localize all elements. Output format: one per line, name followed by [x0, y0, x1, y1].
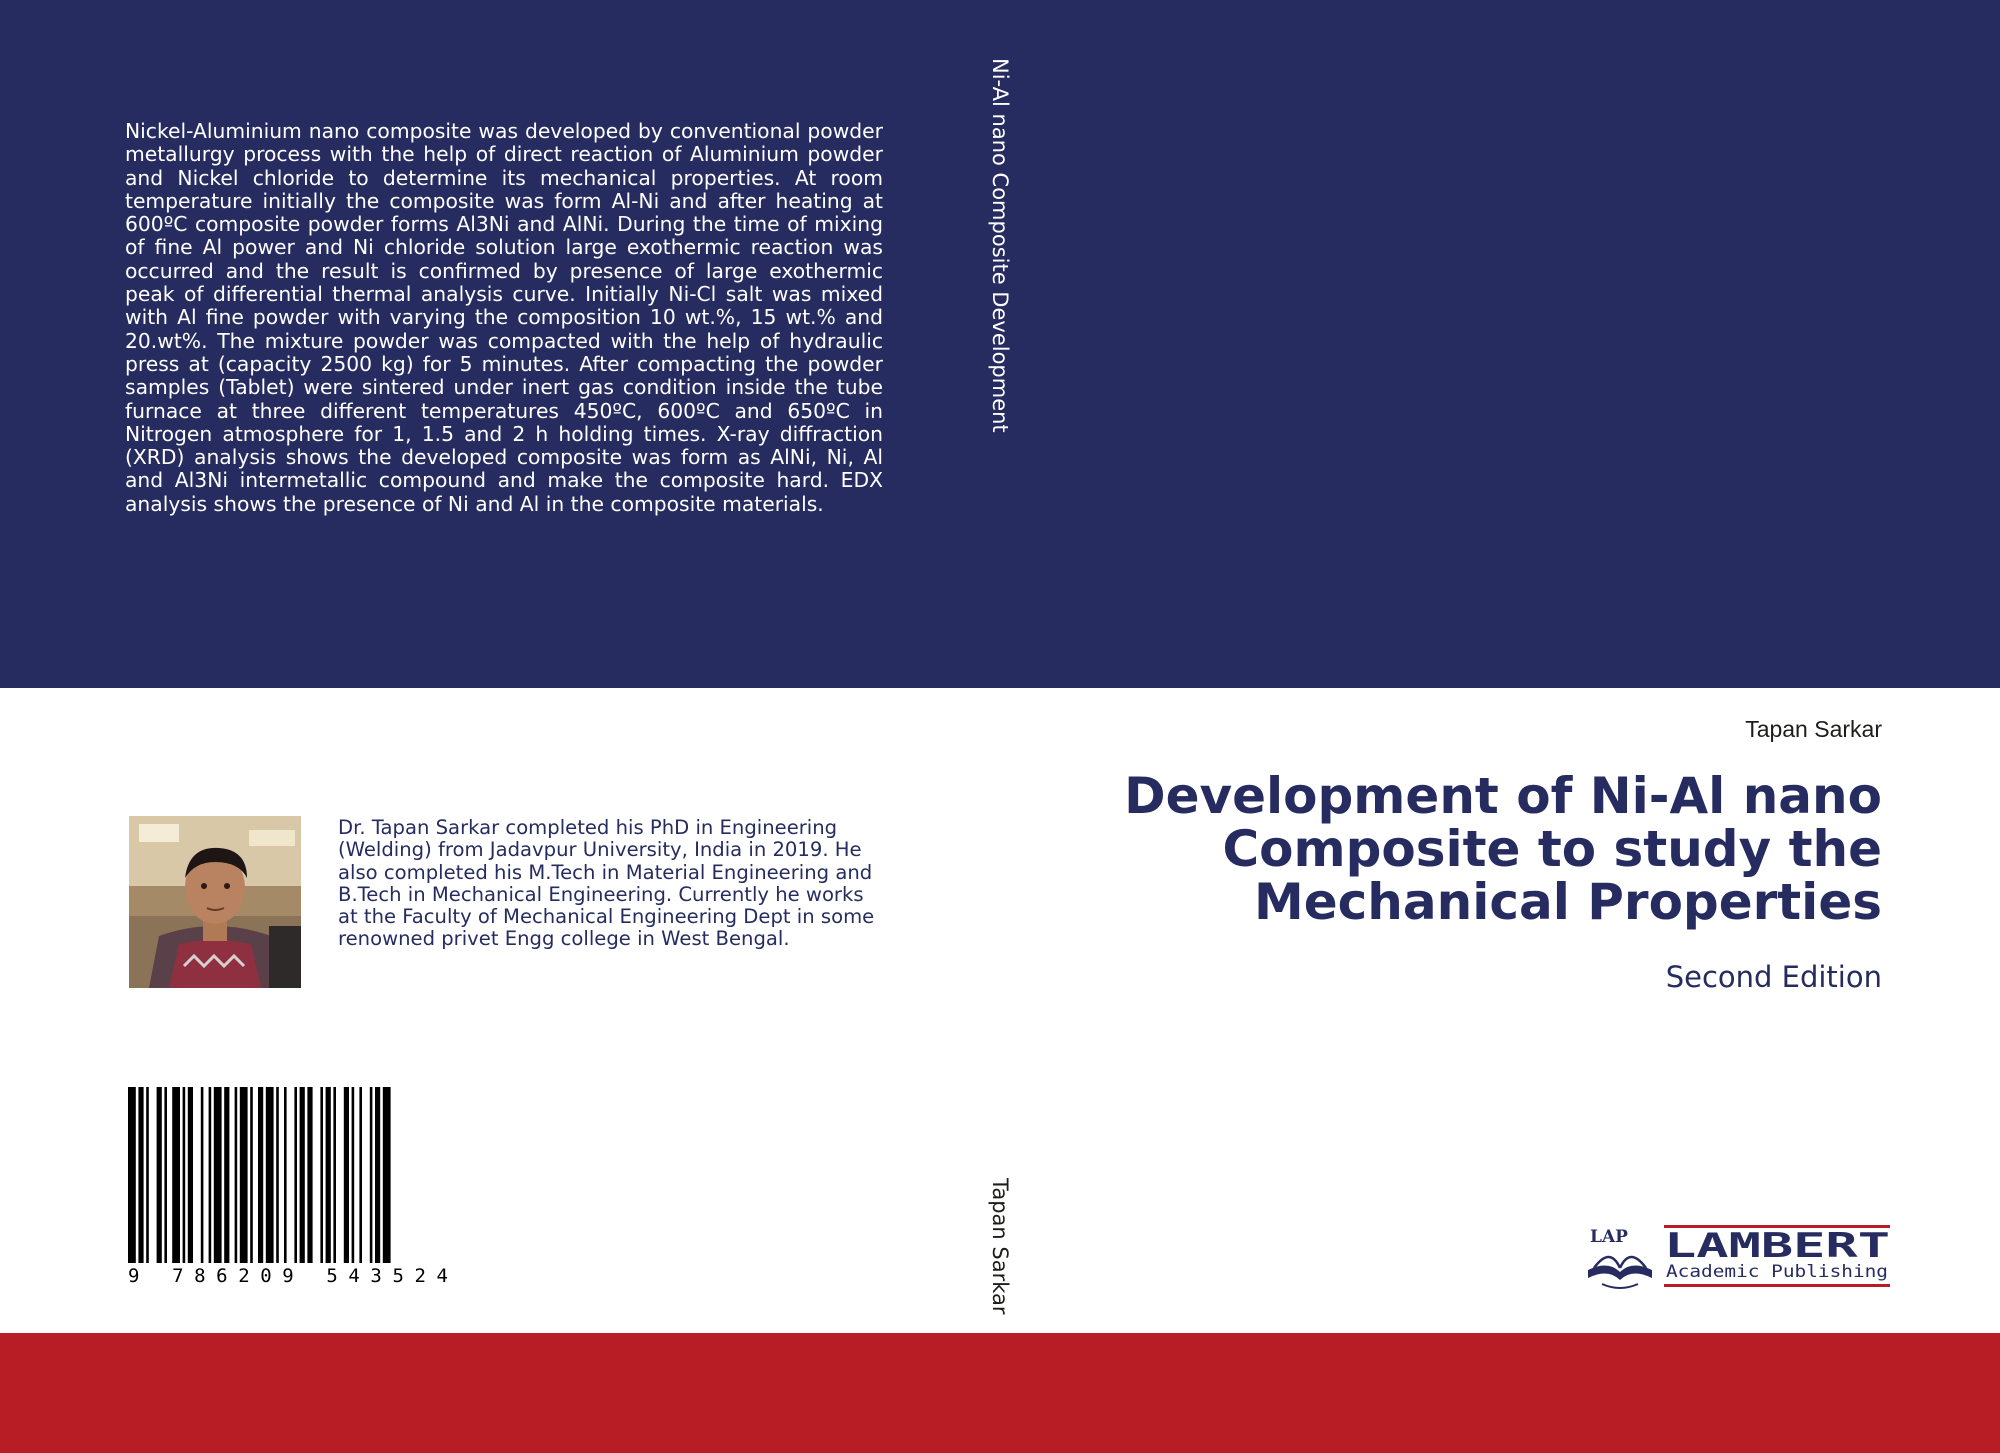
barcode-bar — [294, 1087, 297, 1263]
barcode-bar — [258, 1087, 263, 1263]
barcode-bar — [188, 1087, 193, 1263]
red-footer-band — [0, 1333, 2000, 1453]
edition-label: Second Edition — [1665, 960, 1882, 994]
book-title: Development of Ni-Al nano Composite to study the Mechanical Properties — [1124, 767, 1882, 931]
isbn-barcode — [128, 1087, 456, 1287]
barcode-bar — [138, 1087, 143, 1263]
barcode-bar — [326, 1087, 331, 1263]
barcode-bar — [284, 1087, 287, 1263]
publisher-name: LAMBERT — [1664, 1226, 1890, 1266]
lap-logo-mark: LAP — [1590, 1227, 1628, 1247]
barcode-bar — [276, 1087, 279, 1263]
barcode-bar — [266, 1087, 274, 1263]
barcode-bar — [240, 1087, 248, 1263]
barcode-bar — [157, 1087, 162, 1263]
barcode-bar — [146, 1087, 149, 1263]
front-author: Tapan Sarkar — [1745, 716, 1882, 742]
barcode-bar — [128, 1087, 136, 1263]
barcode-bar — [320, 1087, 323, 1263]
isbn-number: 9 786209 543524 — [128, 1265, 448, 1287]
barcode-bar — [214, 1087, 222, 1263]
publisher-subtitle: Academic Publishing — [1666, 1262, 1888, 1282]
spine-title: Ni-Al nano Composite Development — [988, 58, 1012, 433]
barcode-bar — [344, 1087, 349, 1263]
barcode-bar — [359, 1087, 362, 1263]
barcode-bar — [209, 1087, 212, 1263]
barcode-bar — [333, 1087, 336, 1263]
barcode-bar — [370, 1087, 373, 1263]
barcode-bar — [164, 1087, 167, 1263]
publisher-logo — [1582, 1222, 1892, 1294]
barcode-bar — [352, 1087, 355, 1263]
barcode-bar — [224, 1087, 229, 1263]
barcode-bar — [201, 1087, 204, 1263]
barcode-bar — [172, 1087, 180, 1263]
barcode-bar — [383, 1087, 391, 1263]
barcode-bar — [235, 1087, 238, 1263]
spine-author: Tapan Sarkar — [988, 1178, 1012, 1315]
barcode-bar — [307, 1087, 312, 1263]
back-cover-blurb: Nickel-Aluminium nano composite was developed by conventional powder metallurgy process with the help of direct reaction of Aluminium powder and Nickel chloride to determine its mechanical properties. At room temperature initially the composite was form Al-Ni and after heating at 600ºC composite powder forms Al3Ni and AlNi. During the time of mixing of fine Al power and Ni chloride solution large exothermic reaction was occurred and the result is confirmed by presence of large exothermic peak of differential thermal analysis curve. Initially Ni-Cl salt was mixed with Al fine powder with varying the composition 10 wt.%, 15 wt.% and 20.wt%. The mixture powder was compacted with the help of hydraulic press at (capacity 2500 kg) for 5 minutes. After compacting the powder samples (Tablet) were sintered under inert gas condition inside the tube furnace at three different temperatures 450ºC, 600ºC and 650ºC in Nitrogen atmosphere for 1, 1.5 and 2 h holding times. X-ray diffraction (XRD) analysis shows the developed composite was form as AlNi, Ni, Al and Al3Ni intermetallic compound and make the composite hard. EDX analysis shows the presence of Ni and Al in the composite materials. — [125, 119, 883, 516]
author-bio: Dr. Tapan Sarkar completed his PhD in Engineering (Welding) from Jadavpur University, India in 2019. He also completed his M.Tech in Material Engineering and B.Tech in Mechanical Engineering. Currently he works at the Faculty of Mechanical Engineering Dept in some renowned privet Engg college in West Bengal. — [338, 816, 875, 951]
open-book-icon — [1588, 1257, 1652, 1288]
barcode-bar — [375, 1087, 380, 1263]
barcode-bar — [250, 1087, 253, 1263]
author-photo — [129, 816, 301, 988]
barcode-bar — [300, 1087, 305, 1263]
barcode-bar — [183, 1087, 186, 1263]
